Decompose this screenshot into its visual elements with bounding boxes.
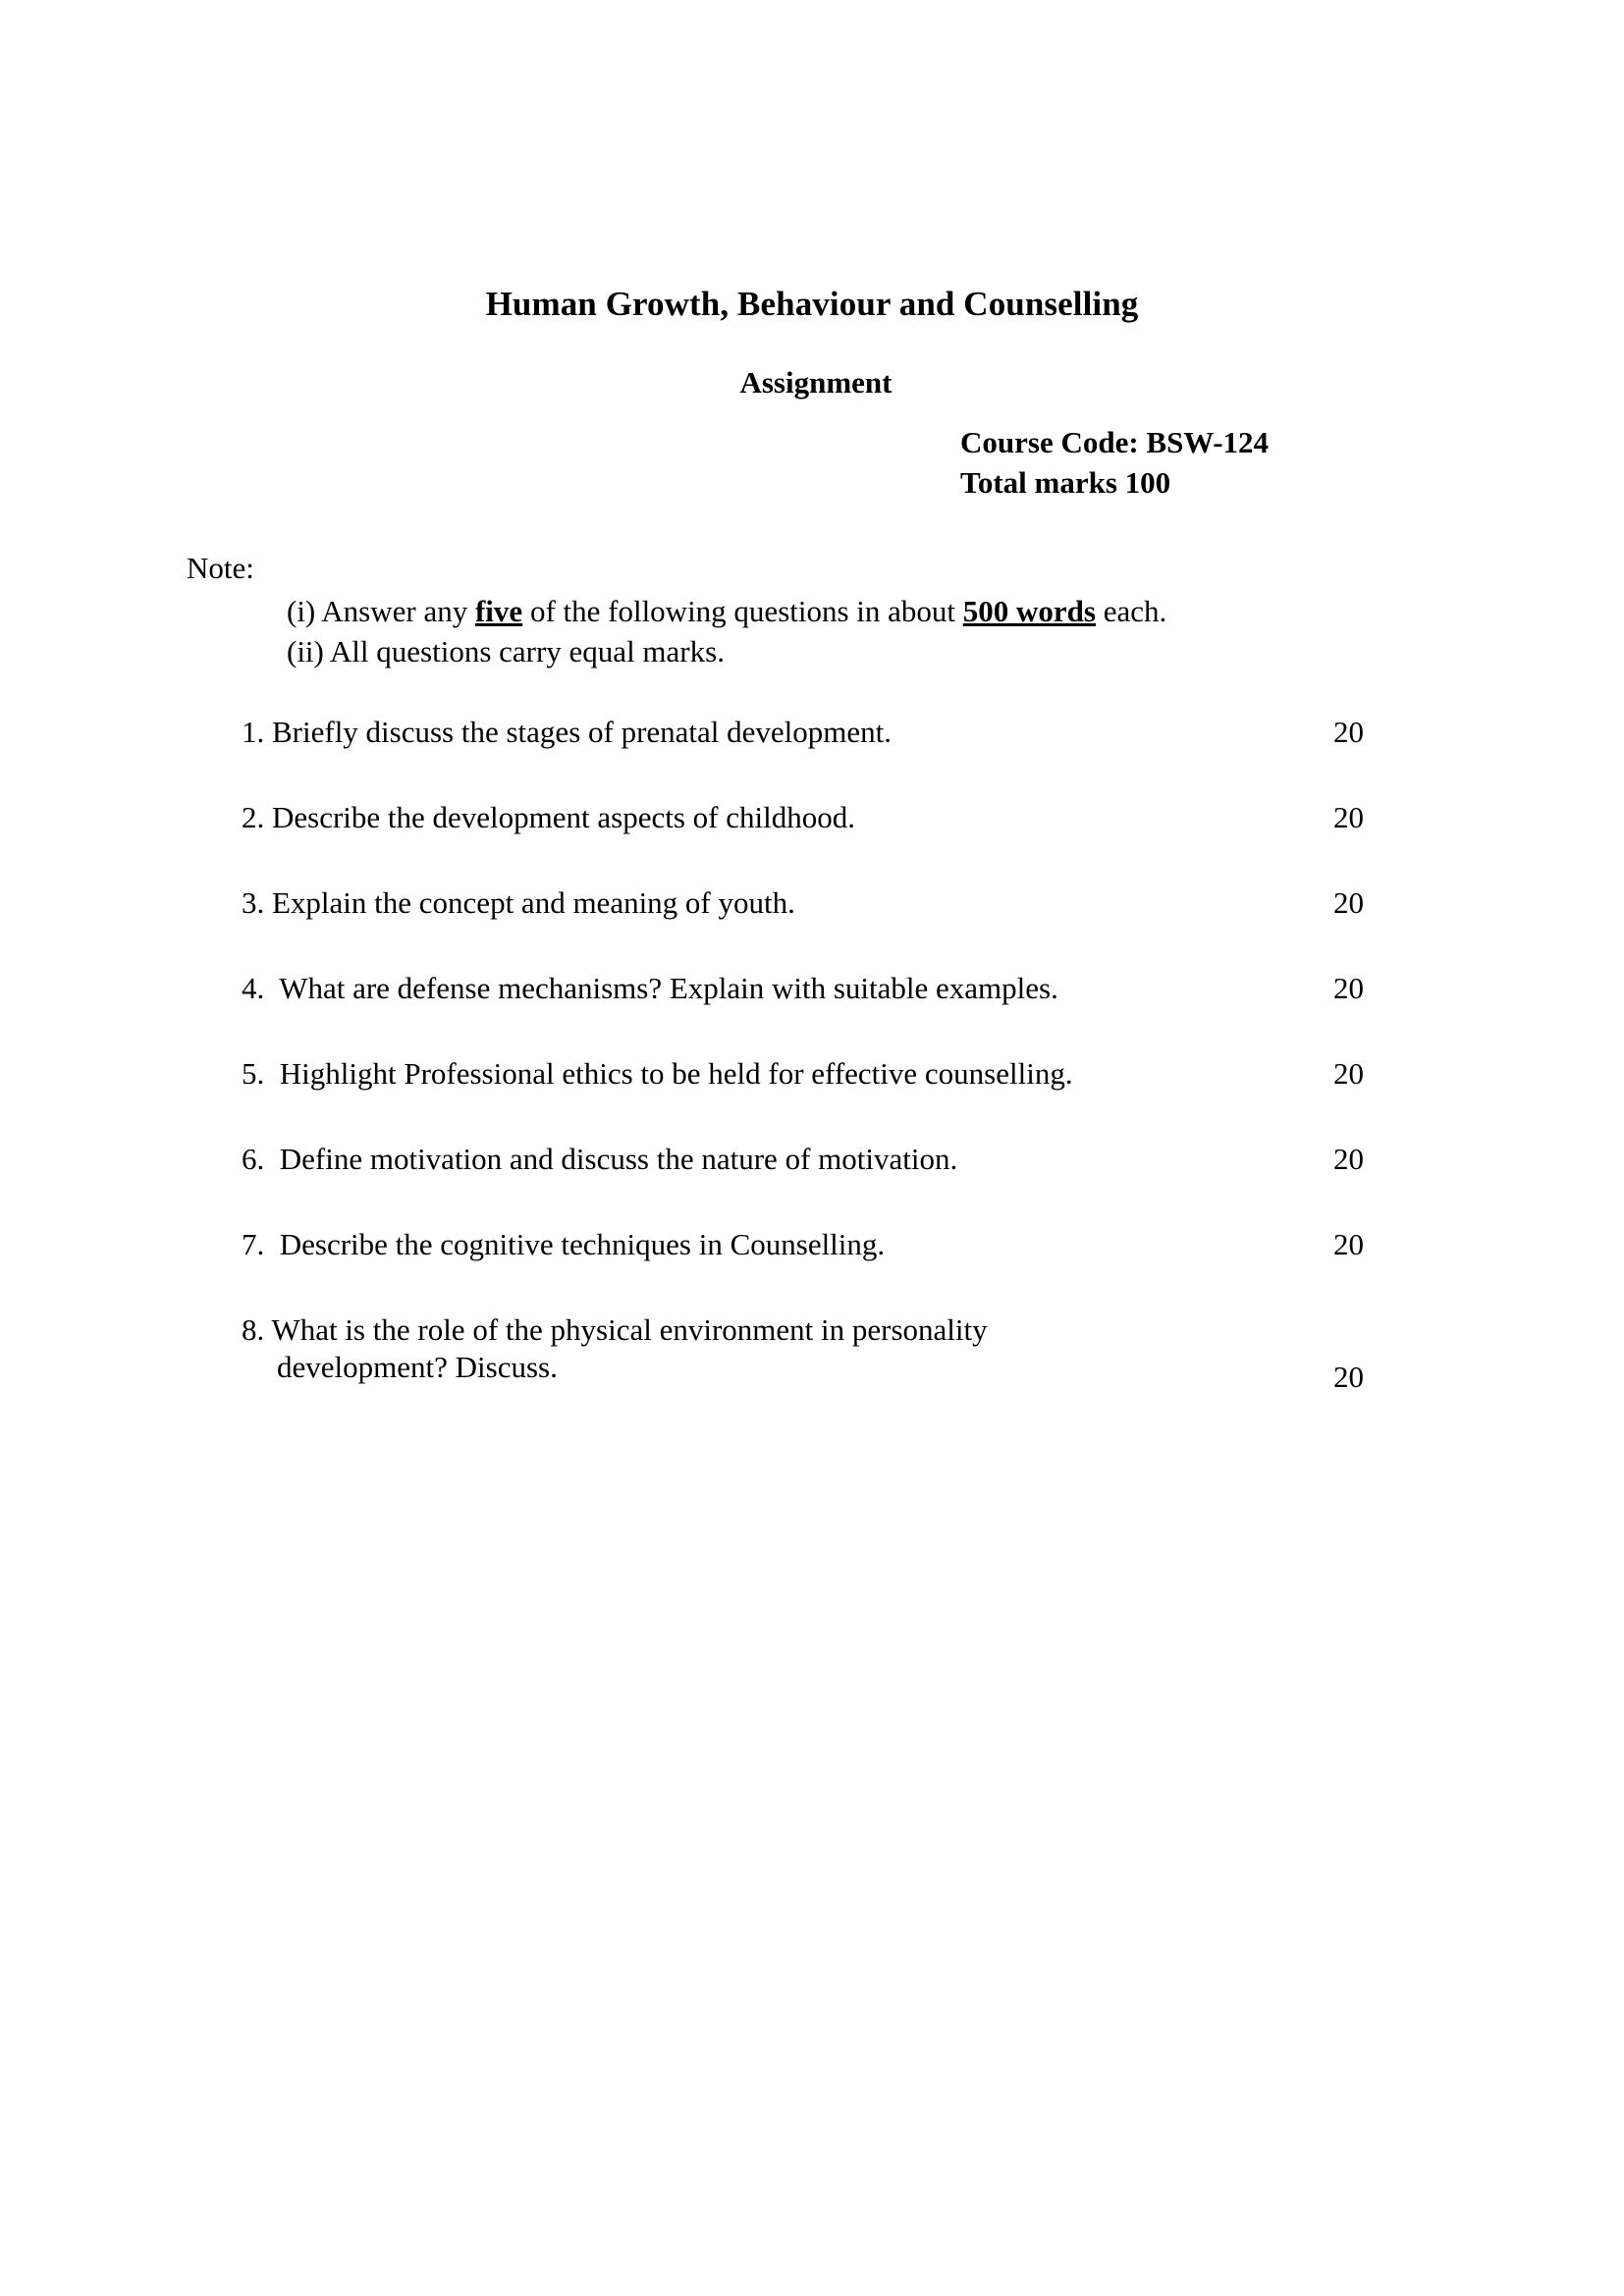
note-item-i-prefix: (i) Answer any (287, 594, 475, 628)
question-row (0, 799, 1624, 884)
question-text: 4. What are defense mechanisms? Explain with suitable examples. (242, 971, 1058, 1005)
note-item-i-suffix: each. (1095, 594, 1167, 628)
question-text-line-2: development? Discuss. (277, 1349, 558, 1384)
question-text: 3. Explain the concept and meaning of youth. (242, 885, 795, 920)
question-text: 5. Highlight Professional ethics to be held for effective counselling. (242, 1056, 1073, 1091)
question-text: 1. Briefly discuss the stages of prenatal development. (242, 715, 893, 749)
note-item-i (287, 591, 1166, 631)
note-emphasis-five: five (474, 594, 523, 628)
question-row (0, 1226, 1624, 1311)
question-marks: 20 (1333, 715, 1364, 749)
questions-list (0, 714, 1624, 1410)
course-meta-block (960, 422, 1269, 503)
question-marks: 20 (1333, 1056, 1364, 1091)
question-row (0, 1055, 1624, 1141)
note-instructions (287, 591, 1166, 671)
question-text (242, 1311, 1282, 1386)
question-marks: 20 (1333, 800, 1364, 834)
note-item-i-middle: of the following questions in about (522, 594, 963, 628)
question-text: 2. Describe the development aspects of childhood. (242, 800, 855, 834)
note-label: Note: (187, 551, 254, 585)
question-row (0, 1311, 1624, 1410)
question-marks: 20 (1333, 1360, 1364, 1394)
question-text: 7. Describe the cognitive techniques in Counselling. (242, 1227, 886, 1261)
question-row (0, 884, 1624, 970)
question-text: 6. Define motivation and discuss the nature of motivation. (242, 1142, 958, 1176)
question-row (0, 970, 1624, 1055)
note-emphasis-word-count: 500 words (962, 594, 1096, 628)
note-item-ii: (ii) All questions carry equal marks. (287, 634, 725, 669)
course-code: Course Code: BSW-124 (960, 425, 1270, 459)
question-row (0, 714, 1624, 799)
question-marks: 20 (1333, 1227, 1364, 1261)
question-marks: 20 (1333, 971, 1364, 1005)
question-marks: 20 (1333, 885, 1364, 920)
question-text-line-1: 8. What is the role of the physical environment in personality (242, 1312, 988, 1347)
question-row (0, 1141, 1624, 1226)
question-marks: 20 (1333, 1142, 1364, 1176)
document-subtitle: Assignment (739, 365, 893, 400)
page-title: Human Growth, Behaviour and Counselling (485, 285, 1139, 323)
total-marks: Total marks 100 (960, 465, 1171, 501)
